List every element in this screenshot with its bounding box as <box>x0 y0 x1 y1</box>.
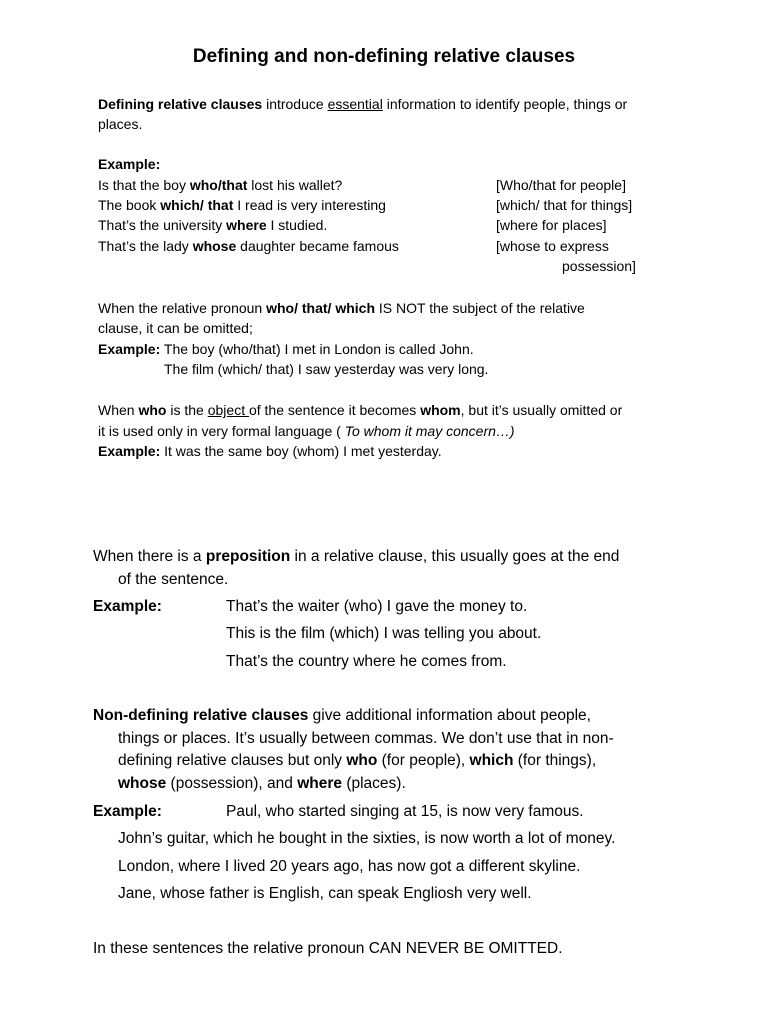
example-note: [Who/that for people] <box>496 177 626 193</box>
omission-line2: clause, it can be omitted; <box>98 320 253 336</box>
nondefining-example: Jane, whose father is English, can speak Engliosh very well. <box>118 885 532 902</box>
example-sentence: The book which/ that I read is very interesting <box>98 197 386 213</box>
example-note-continued: possession] <box>562 258 636 274</box>
example-sentence: That’s the lady whose daughter became famous <box>98 238 399 254</box>
example-label: Example: <box>98 156 161 172</box>
preposition-example-label: Example: <box>93 598 162 615</box>
page-title: Defining and non-defining relative clauses <box>192 46 576 67</box>
example-note: [whose to express <box>496 238 609 254</box>
essential-word: essential <box>327 96 383 112</box>
whom-line1: When who is the object of the sentence it becomes whom, but it’s usually omitted or <box>98 402 623 418</box>
nondefining-line2: things or places. It’s usually between commas. We don’t use that in non- <box>118 730 614 747</box>
nondefining-line1: Non-defining relative clauses give additional information about people, <box>93 707 591 724</box>
preposition-line2: of the sentence. <box>118 571 229 588</box>
preposition-example: That’s the waiter (who) I gave the money to. <box>226 598 528 615</box>
whom-example: Example: It was the same boy (whom) I met yesterday. <box>98 443 442 459</box>
nondefining-example: London, where I lived 20 years ago, has now got a different skyline. <box>118 858 581 875</box>
preposition-example: This is the film (which) I was telling you about. <box>226 625 542 642</box>
preposition-example: That’s the country where he comes from. <box>226 653 507 670</box>
defining-intro-line1: Defining relative clauses introduce essential information to identify people, things or <box>98 96 628 112</box>
defining-term: Defining relative clauses <box>98 96 263 112</box>
example-sentence: Is that the boy who/that lost his wallet? <box>98 177 343 193</box>
nondefining-example-label: Example: <box>93 803 162 820</box>
nondefining-line3: defining relative clauses but only who (for people), which (for things), <box>118 752 597 769</box>
example-note: [where for places] <box>496 217 607 233</box>
nondefining-example: John’s guitar, which he bought in the sixties, is now worth a lot of money. <box>118 830 616 847</box>
preposition-line1: When there is a preposition in a relative clause, this usually goes at the end <box>93 548 620 565</box>
example-note: [which/ that for things] <box>496 197 633 213</box>
defining-intro-line2: places. <box>98 116 143 132</box>
nondefining-example: Paul, who started singing at 15, is now very famous. <box>226 803 584 820</box>
whom-line2: it is used only in very formal language ( To whom it may concern…) <box>98 423 515 439</box>
omission-line1: When the relative pronoun who/ that/ which IS NOT the subject of the relative <box>98 300 585 316</box>
example-sentence: That’s the university where I studied. <box>98 217 328 233</box>
nondefining-line4: whose (possession), and where (places). <box>118 775 406 792</box>
omission-example1: Example: The boy (who/that) I met in London is called John. <box>98 341 474 357</box>
omission-example2: The film (which/ that) I saw yesterday was very long. <box>164 361 489 377</box>
final-note: In these sentences the relative pronoun CAN NEVER BE OMITTED. <box>93 940 563 957</box>
